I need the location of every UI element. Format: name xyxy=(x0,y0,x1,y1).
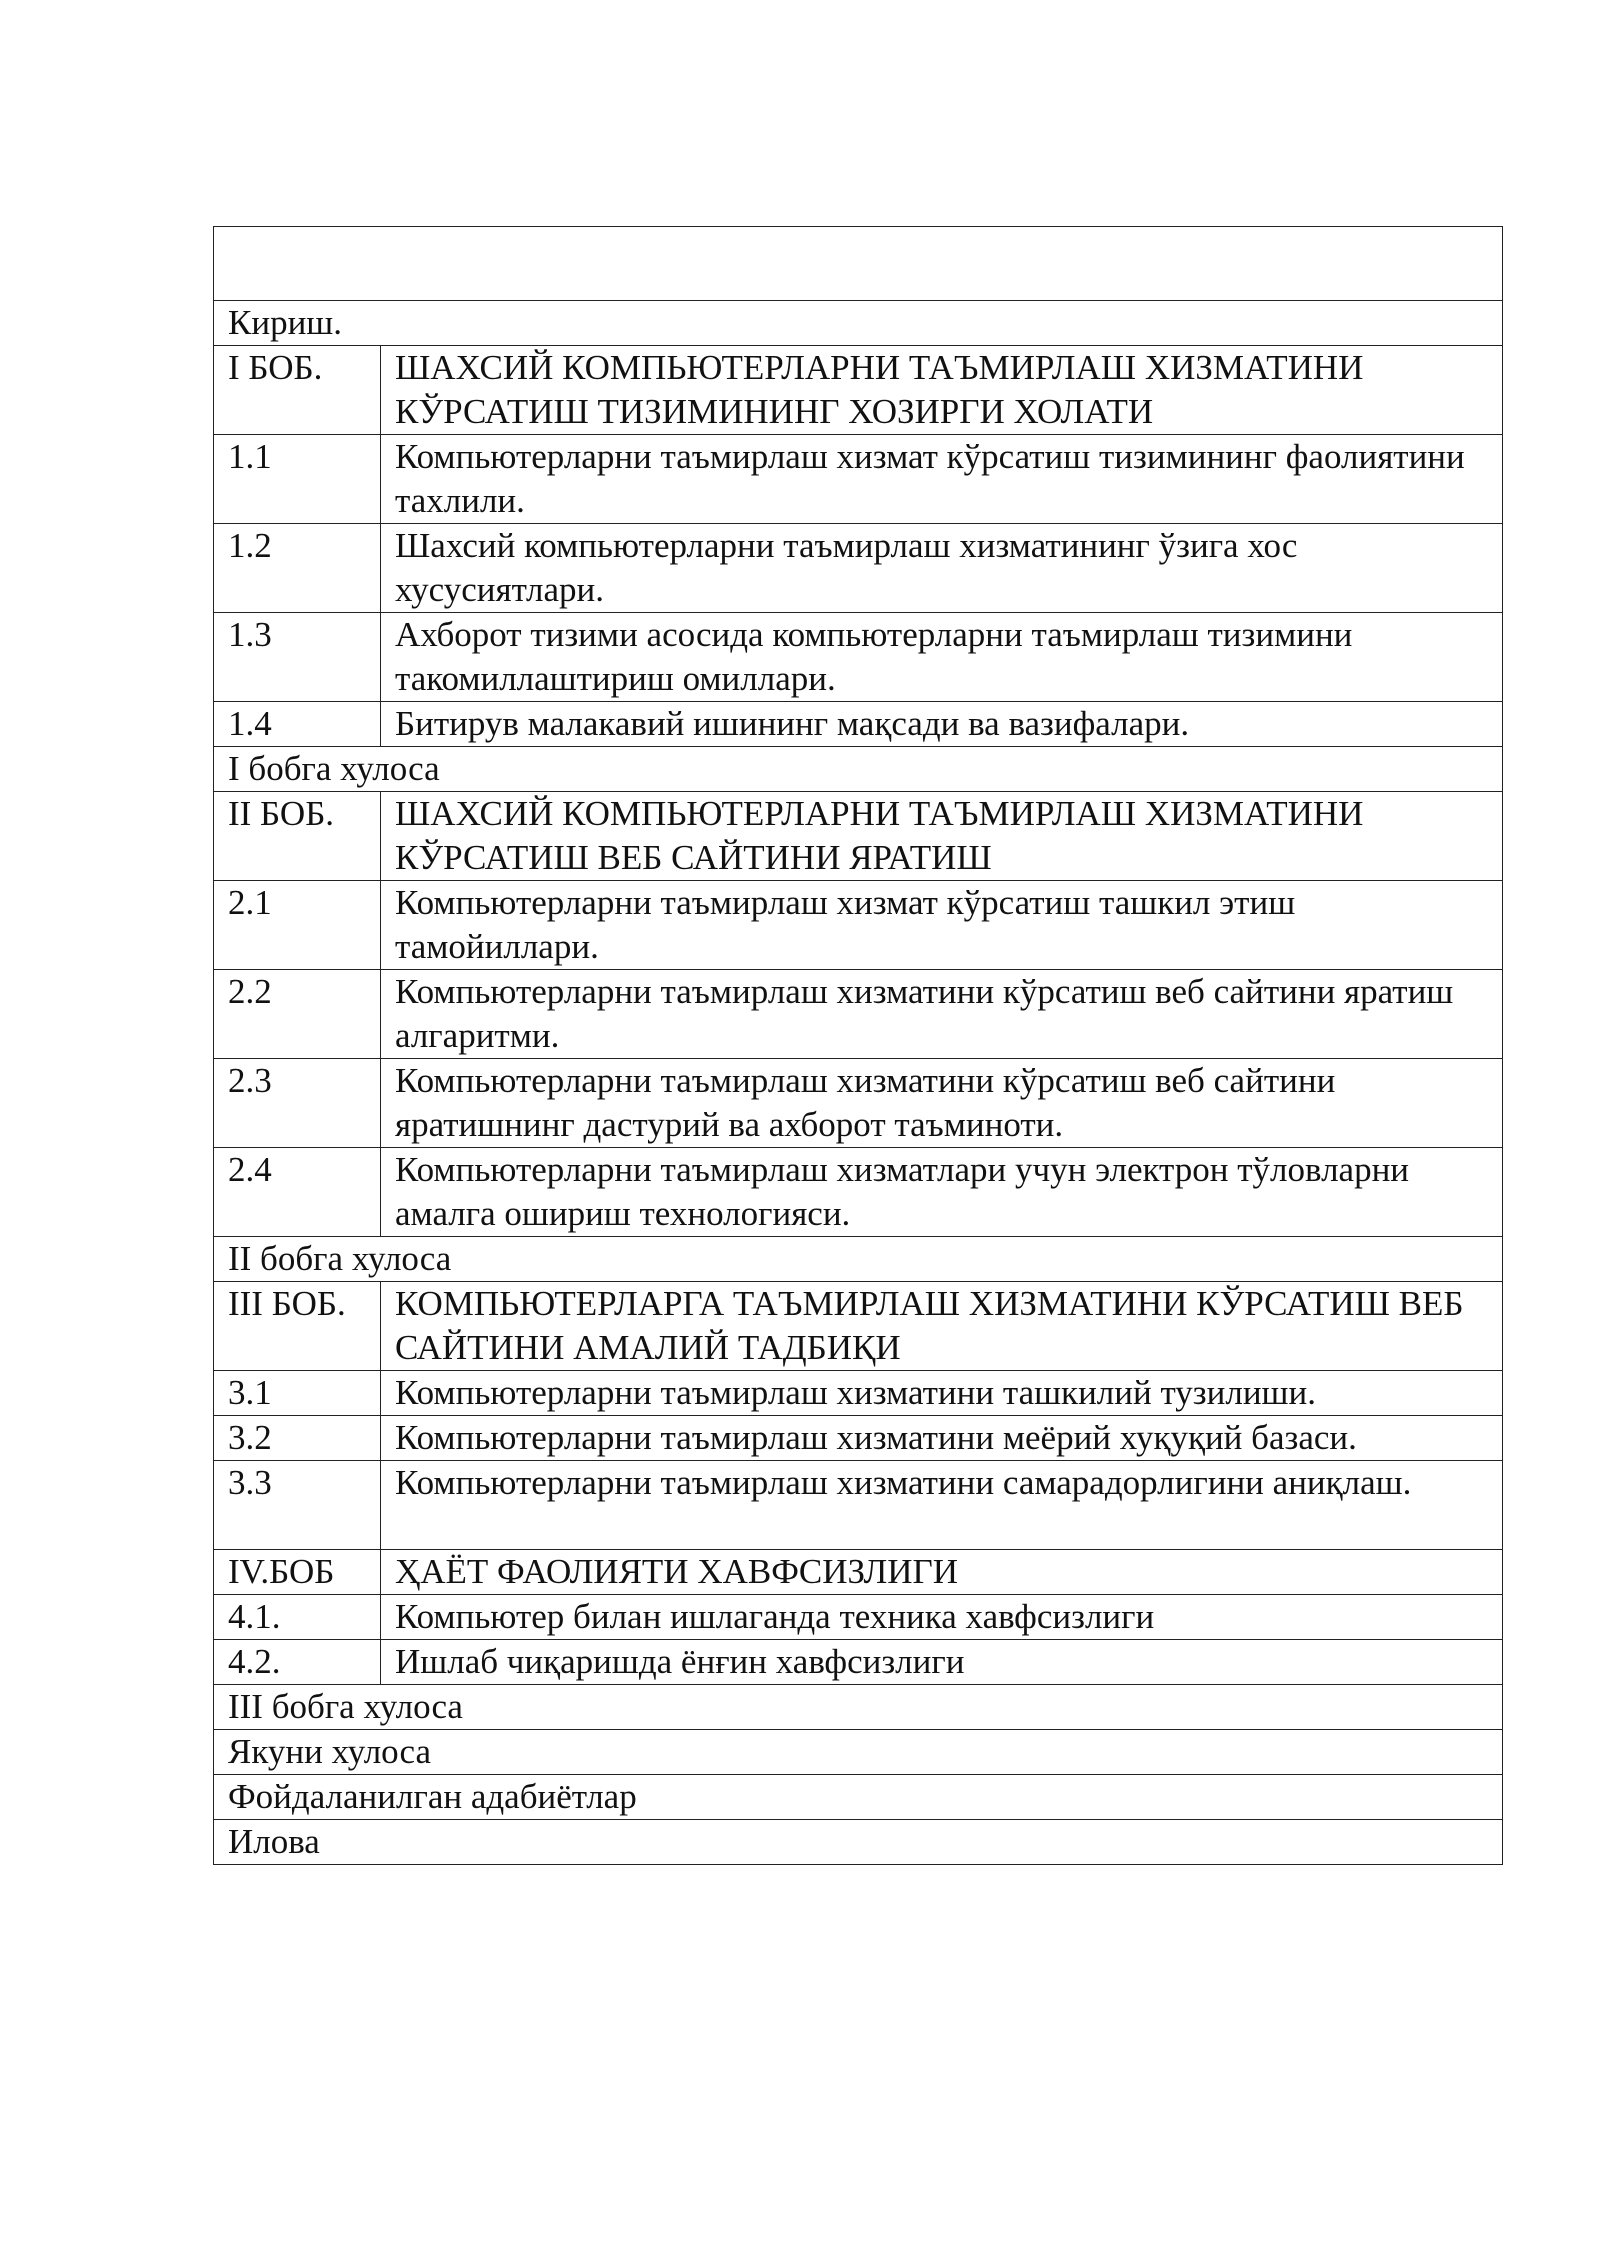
table-row xyxy=(214,1461,1503,1550)
table-row xyxy=(214,227,1503,301)
table-row xyxy=(214,1550,1503,1595)
chapter-number: I БОБ. xyxy=(214,346,381,435)
section-title: Компьютерларни таъмирлаш хизматини кўрсатиш веб сайтини яратиш алгаритми. xyxy=(381,970,1503,1059)
section-title: Компьютерларни таъмирлаш хизматини самарадорлигини аниқлаш. xyxy=(381,1461,1503,1550)
section-title: Компьютерларни таъмирлаш хизматлари учун электрон тўловларни амалга ошириш технологияси. xyxy=(381,1148,1503,1237)
table-row xyxy=(214,1282,1503,1371)
section-number: 3.3 xyxy=(214,1461,381,1550)
section-title: Битирув малакавий ишининг мақсади ва вазифалари. xyxy=(381,702,1503,747)
table-of-contents xyxy=(213,226,1503,1865)
section-number: 1.3 xyxy=(214,613,381,702)
section-number: 1.4 xyxy=(214,702,381,747)
references-entry: Фойдаланилган адабиётлар xyxy=(214,1775,1503,1820)
table-row xyxy=(214,301,1503,346)
table-row xyxy=(214,1416,1503,1461)
section-title: Шахсий компьютерларни таъмирлаш хизматининг ўзига хос хусусиятлари. xyxy=(381,524,1503,613)
table-row xyxy=(214,1730,1503,1775)
section-number: 2.1 xyxy=(214,881,381,970)
table-row xyxy=(214,613,1503,702)
section-title: Ахборот тизими асосида компьютерларни таъмирлаш тизимини такомиллаштириш омиллари. xyxy=(381,613,1503,702)
section-number: 2.2 xyxy=(214,970,381,1059)
chapter-number: IV.БОБ xyxy=(214,1550,381,1595)
section-title: Компьютер билан ишлаганда техника хавфсизлиги xyxy=(381,1595,1503,1640)
table-row xyxy=(214,1237,1503,1282)
chapter-title: ШАХСИЙ КОМПЬЮТЕРЛАРНИ ТАЪМИРЛАШ ХИЗМАТИНИ КЎРСАТИШ ТИЗИМИНИНГ ХОЗИРГИ ХОЛАТИ xyxy=(381,346,1503,435)
intro-entry: Кириш. xyxy=(214,301,1503,346)
section-number: 4.2. xyxy=(214,1640,381,1685)
table-row xyxy=(214,747,1503,792)
section-title: Компьютерларни таъмирлаш хизматини кўрсатиш веб сайтини яратишнинг дастурий ва ахборот таъминоти. xyxy=(381,1059,1503,1148)
table-row xyxy=(214,1820,1503,1865)
table-row xyxy=(214,1595,1503,1640)
section-number: 3.2 xyxy=(214,1416,381,1461)
appendix-entry: Илова xyxy=(214,1820,1503,1865)
chapter-title: ШАХСИЙ КОМПЬЮТЕРЛАРНИ ТАЪМИРЛАШ ХИЗМАТИНИ КЎРСАТИШ ВЕБ САЙТИНИ ЯРАТИШ xyxy=(381,792,1503,881)
table-row xyxy=(214,524,1503,613)
table-row xyxy=(214,792,1503,881)
table-row xyxy=(214,702,1503,747)
table-row xyxy=(214,1059,1503,1148)
table-row xyxy=(214,1775,1503,1820)
table-row xyxy=(214,435,1503,524)
chapter-title: ҲАЁТ ФАОЛИЯТИ ХАВФСИЗЛИГИ xyxy=(381,1550,1503,1595)
table-row xyxy=(214,1640,1503,1685)
section-number: 3.1 xyxy=(214,1371,381,1416)
chapter-title: КОМПЬЮТЕРЛАРГА ТАЪМИРЛАШ ХИЗМАТИНИ КЎРСАТИШ ВЕБ САЙТИНИ АМАЛИЙ ТАДБИҚИ xyxy=(381,1282,1503,1371)
section-title: Компьютерларни таъмирлаш хизмат кўрсатиш тизимининг фаолиятини тахлили. xyxy=(381,435,1503,524)
chapter-conclusion: II бобга хулоса xyxy=(214,1237,1503,1282)
section-title: Компьютерларни таъмирлаш хизматини меёрий хуқуқий базаси. xyxy=(381,1416,1503,1461)
section-number: 2.3 xyxy=(214,1059,381,1148)
blank-header-cell xyxy=(214,227,1503,301)
chapter-number: III БОБ. xyxy=(214,1282,381,1371)
section-number: 1.1 xyxy=(214,435,381,524)
section-title: Компьютерларни таъмирлаш хизмат кўрсатиш ташкил этиш тамойиллари. xyxy=(381,881,1503,970)
final-conclusion: Якуни хулоса xyxy=(214,1730,1503,1775)
table-row xyxy=(214,1148,1503,1237)
table-row xyxy=(214,1685,1503,1730)
table-row xyxy=(214,881,1503,970)
chapter-conclusion: III бобга хулоса xyxy=(214,1685,1503,1730)
section-number: 2.4 xyxy=(214,1148,381,1237)
section-title: Ишлаб чиқаришда ёнғин хавфсизлиги xyxy=(381,1640,1503,1685)
section-title: Компьютерларни таъмирлаш хизматини ташкилий тузилиши. xyxy=(381,1371,1503,1416)
table-row xyxy=(214,970,1503,1059)
section-number: 1.2 xyxy=(214,524,381,613)
table-row xyxy=(214,1371,1503,1416)
table-row xyxy=(214,346,1503,435)
chapter-number: II БОБ. xyxy=(214,792,381,881)
section-number: 4.1. xyxy=(214,1595,381,1640)
chapter-conclusion: I бобга хулоса xyxy=(214,747,1503,792)
